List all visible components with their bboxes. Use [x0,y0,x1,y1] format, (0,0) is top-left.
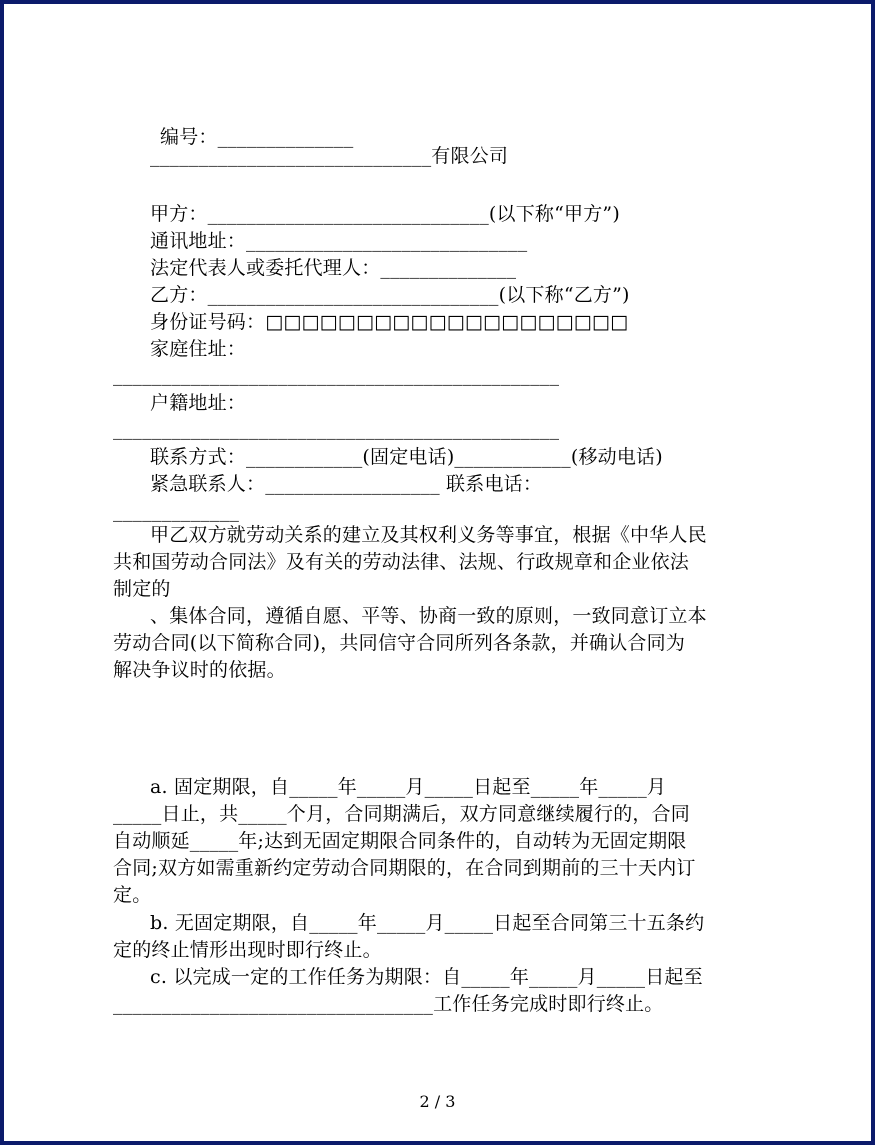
id-number-line: 身份证号码：□□□□□□□□□□□□□□□□□□□□ [150,311,629,333]
party-b-line: 乙方：______________________________(以下称“乙方”) [150,284,630,306]
emergency-phone-blank: _____________ [113,500,240,522]
term-a-line-4: 合同;双方如需重新约定劳动合同期限的，在合同到期前的三十天内订 [113,857,696,879]
preamble-line-3: 制定的 [113,578,171,600]
preamble-line-4: 、集体合同，遵循自愿、平等、协商一致的原则，一致同意订立本 [150,605,707,627]
term-c-line-1: c. 以完成一定的工作任务为期限：自_____年_____月_____日起至 [150,966,703,988]
contract-number-line: 编号：______________ [160,126,354,148]
company-name-line: _____________________________有限公司 [150,145,509,167]
term-c-line-2: _________________________________工作任务完成时即行终止。 [113,993,664,1015]
household-address-label: 户籍地址： [150,392,247,414]
term-b-line-2: 定的终止情形出现时即行终止。 [113,939,382,961]
contact-line: 联系方式：____________(固定电话)____________(移动电话) [150,446,663,468]
correspondence-address-line: 通讯地址：_____________________________ [150,230,528,252]
household-address-blank: ______________________________________________ [113,418,560,440]
term-a-line-2: _____日止，共_____个月，合同期满后，双方同意继续履行的，合同 [113,803,691,825]
preamble-line-6: 解决争议时的依据。 [113,659,286,681]
emergency-contact-line: 紧急联系人：__________________ 联系电话： [150,473,543,495]
preamble-line-5: 劳动合同(以下简称合同)，共同信守合同所列各条款，并确认合同为 [113,632,686,654]
term-a-line-1: a. 固定期限，自_____年_____月_____日起至_____年_____月 [150,776,667,798]
term-a-line-5: 定。 [113,884,152,906]
home-address-label: 家庭住址： [150,338,247,360]
term-a-line-3: 自动顺延_____年;达到无固定期限合同条件的，自动转为无固定期限 [113,830,687,852]
preamble-line-1: 甲乙双方就劳动关系的建立及其权利义务等事宜，根据《中华人民 [150,524,707,546]
legal-representative-line: 法定代表人或委托代理人：______________ [150,257,517,279]
page-number: 2 / 3 [419,1092,456,1111]
preamble-line-2: 共和国劳动合同法》及有关的劳动法律、法规、行政规章和企业依法 [113,551,690,573]
party-a-line: 甲方：_____________________________(以下称“甲方”) [150,203,620,225]
home-address-blank: ______________________________________________ [113,364,560,386]
term-b-line-1: b. 无固定期限，自_____年_____月_____日起至合同第三十五条约 [150,912,705,934]
